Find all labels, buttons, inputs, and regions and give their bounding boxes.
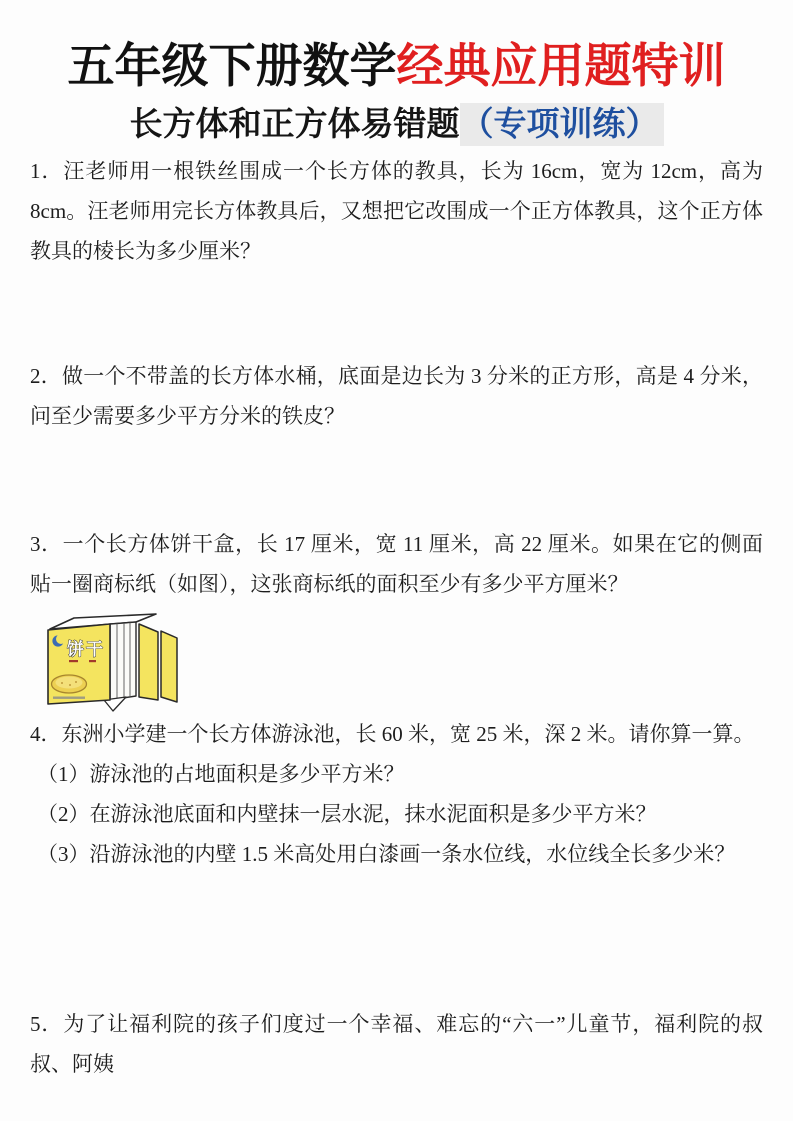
page-subtitle (0, 102, 793, 146)
problem-4-text: 4．东洲小学建一个长方体游泳池，长 60 米，宽 25 米，深 2 米。请你算一算。 (30, 722, 755, 746)
cookie-box-illustration (44, 610, 178, 714)
problem-4-subquestion-1: （1）游泳池的占地面积是多少平方米？ (37, 762, 405, 786)
problem-5-text: 5．为了让福利院的孩子们度过一个幸福、难忘的“六一”儿童节，福利院的叔叔、阿姨 (30, 1012, 763, 1076)
problem-1-text: 1．汪老师用一根铁丝围成一个长方体的教具，长为 16cm，宽为 12cm，高为 8cm。汪老师用完长方体教具后，又想把它改围成一个正方体教具，这个正方体教具的棱长为多少厘米？ (30, 159, 763, 263)
problem-2-text: 2．做一个不带盖的长方体水桶，底面是边长为 3 分米的正方形，高是 4 分米，问至少需要多少平方分米的铁皮？ (30, 364, 763, 428)
subtitle-black-part: 长方体和正方体易错题 (129, 105, 460, 142)
cookie-box-figure (44, 610, 178, 714)
problem-4-subquestion-2: （2）在游泳池底面和内壁抹一层水泥，抹水泥面积是多少平方米？ (37, 802, 657, 826)
problems-area (0, 151, 793, 1084)
cookie-image (52, 675, 87, 693)
box-label-text: 饼干 (67, 640, 105, 659)
label-flap-inner (139, 624, 158, 700)
title-red-part: 经典应用题特训 (396, 39, 726, 92)
subtitle-blue-part: （专项训练） (460, 103, 664, 146)
box-side-band (110, 622, 136, 700)
label-bottom-caption (53, 697, 85, 699)
problem-4-subquestion-3: （3）沿游泳池的内壁 1.5 米高处用白漆画一条水位线，水位线全长多少米？ (37, 842, 736, 866)
problem-3-text: 3．一个长方体饼干盒，长 17 厘米，宽 11 厘米，高 22 厘米。如果在它的侧面贴一圈商标纸（如图），这张商标纸的面积至少有多少平方厘米？ (30, 532, 763, 596)
page-title (0, 0, 793, 92)
title-black-part: 五年级下册数学 (67, 39, 397, 92)
label-flap-outer (161, 631, 177, 702)
